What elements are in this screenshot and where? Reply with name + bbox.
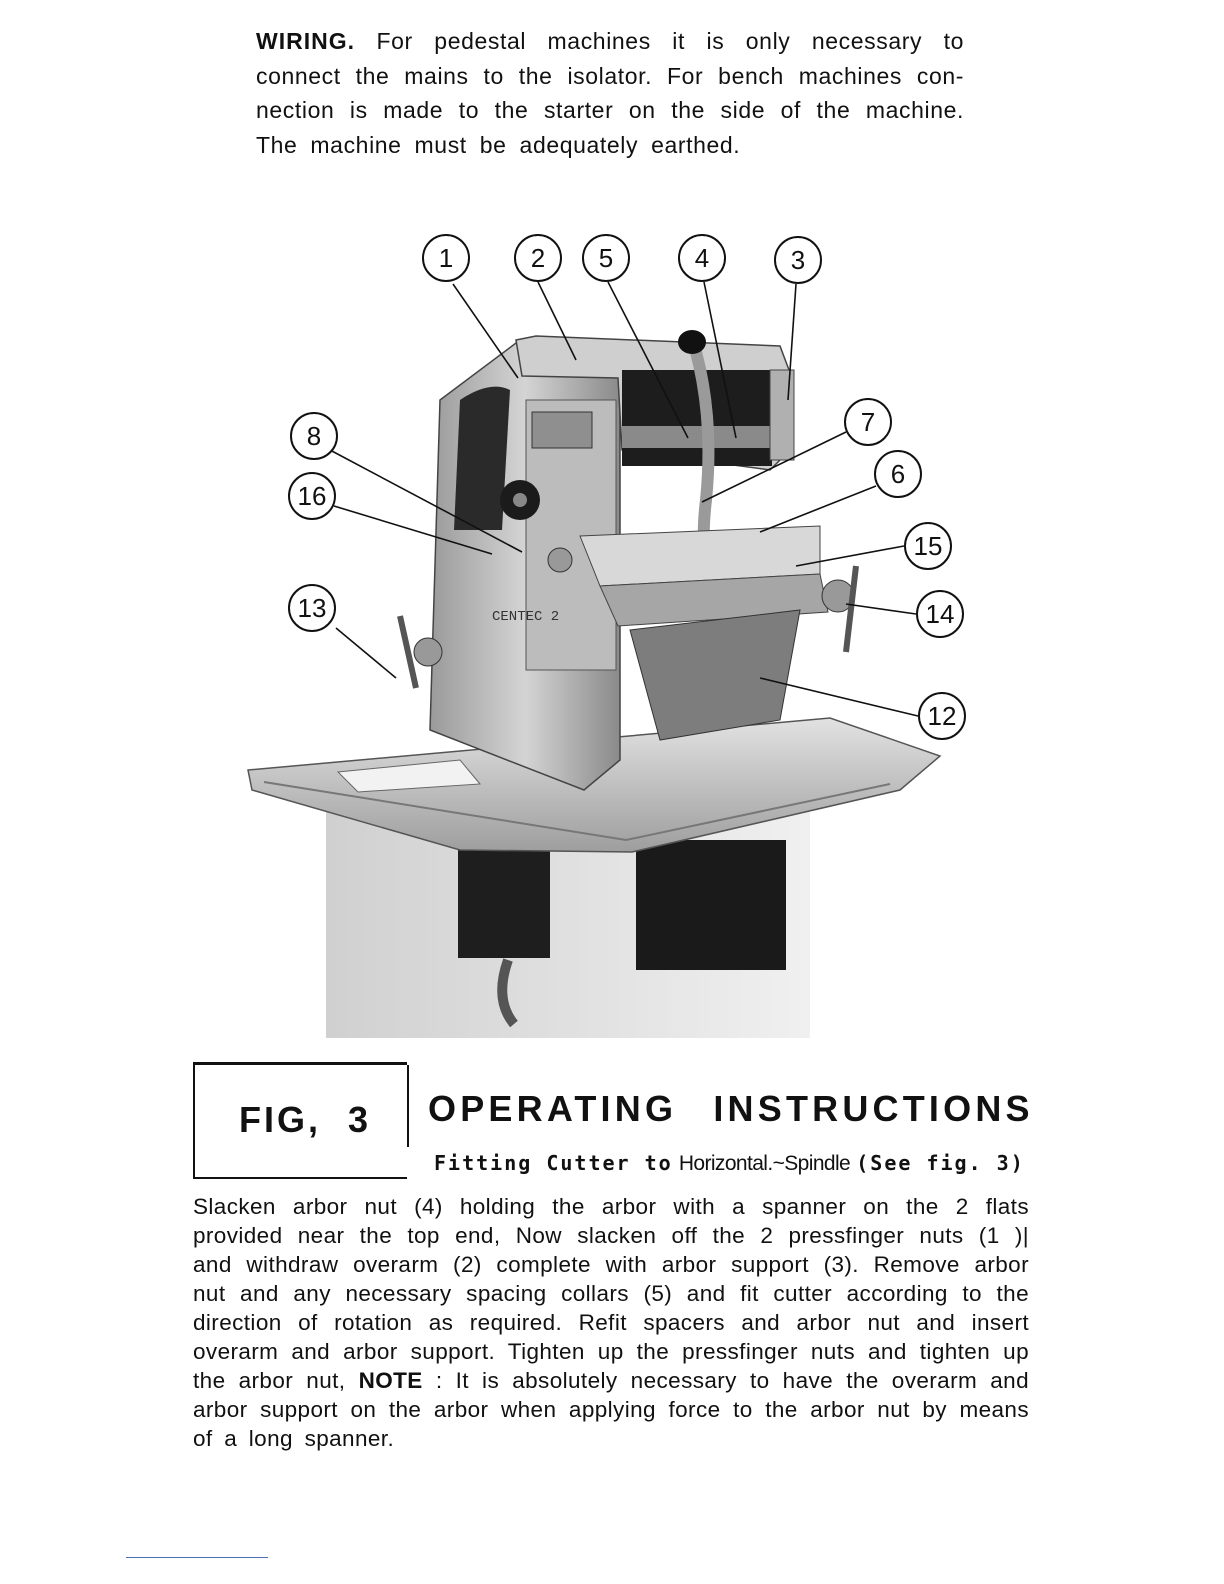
callout-4 bbox=[679, 235, 725, 281]
section-heading: OPERATING INSTRUCTIONS bbox=[428, 1088, 1034, 1129]
callout-2 bbox=[515, 235, 561, 281]
svg-text:12: 12 bbox=[927, 701, 957, 731]
wiring-paragraph bbox=[256, 24, 964, 162]
section-subheading bbox=[434, 1150, 1025, 1176]
callout-16 bbox=[289, 473, 335, 519]
callout-7 bbox=[845, 399, 891, 445]
svg-text:2: 2 bbox=[530, 243, 546, 273]
wiring-label: WIRING. bbox=[256, 28, 355, 54]
figure-label: FIG, 3 bbox=[239, 1099, 372, 1140]
machine-badge: CENTEC 2 bbox=[492, 609, 560, 625]
callout-15 bbox=[905, 523, 951, 569]
svg-text:6: 6 bbox=[890, 459, 906, 489]
callout-14 bbox=[917, 591, 963, 637]
svg-text:1: 1 bbox=[438, 243, 454, 273]
svg-text:14: 14 bbox=[925, 599, 955, 629]
subheading-part-2: Horizontal.~Spindle bbox=[678, 1152, 851, 1175]
svg-text:15: 15 bbox=[913, 531, 943, 561]
callout-1 bbox=[423, 235, 469, 281]
milling-machine-figure bbox=[240, 200, 980, 1040]
callout-8 bbox=[291, 413, 337, 459]
instructions-text-2: : It is absolutely necessary to have the overarm and arbor support on the arbor when applying force to the arbor nut by means of a long spanner. bbox=[193, 1368, 1029, 1451]
subheading-part-1: Fitting Cutter to bbox=[434, 1151, 673, 1175]
instructions-text-1: Slacken arbor nut (4) holding the arbor with a spanner on the 2 flats provided near the top end, Now slacken off the 2 pressfinger nuts (1 )| and withdraw overarm (2) complete with arbor support (3). Remove arbor nut and any necessary spacing collars (5) and fit cutter according to the direction of rotation as required. Refit spacers and arbor nut and insert overarm and arbor support. Tighten up the pressfinger nuts and tighten up the arbor nut, bbox=[193, 1194, 1029, 1393]
svg-text:13: 13 bbox=[297, 593, 327, 623]
svg-text:7: 7 bbox=[860, 407, 876, 437]
wiring-text: For pedestal machines it is only necessary to connect the mains to the isolator. For bench machines con-nection is made to the starter on the side of the machine. The machine must be adequately earthed. bbox=[256, 28, 964, 158]
svg-text:4: 4 bbox=[694, 243, 710, 273]
callout-5 bbox=[583, 235, 629, 281]
svg-text:5: 5 bbox=[598, 243, 614, 273]
svg-text:3: 3 bbox=[790, 245, 806, 275]
milling-machine-illustration bbox=[240, 200, 980, 1040]
instructions-paragraph bbox=[193, 1192, 1029, 1453]
callout-13 bbox=[289, 585, 335, 631]
svg-text:16: 16 bbox=[297, 481, 327, 511]
callout-3 bbox=[775, 237, 821, 283]
svg-text:8: 8 bbox=[306, 421, 322, 451]
footer-rule bbox=[126, 1557, 268, 1558]
callout-12 bbox=[919, 693, 965, 739]
subheading-part-3: (See fig. 3) bbox=[856, 1151, 1025, 1175]
figure-label-box bbox=[193, 1062, 407, 1179]
note-label: NOTE bbox=[358, 1368, 423, 1393]
callout-6 bbox=[875, 451, 921, 497]
